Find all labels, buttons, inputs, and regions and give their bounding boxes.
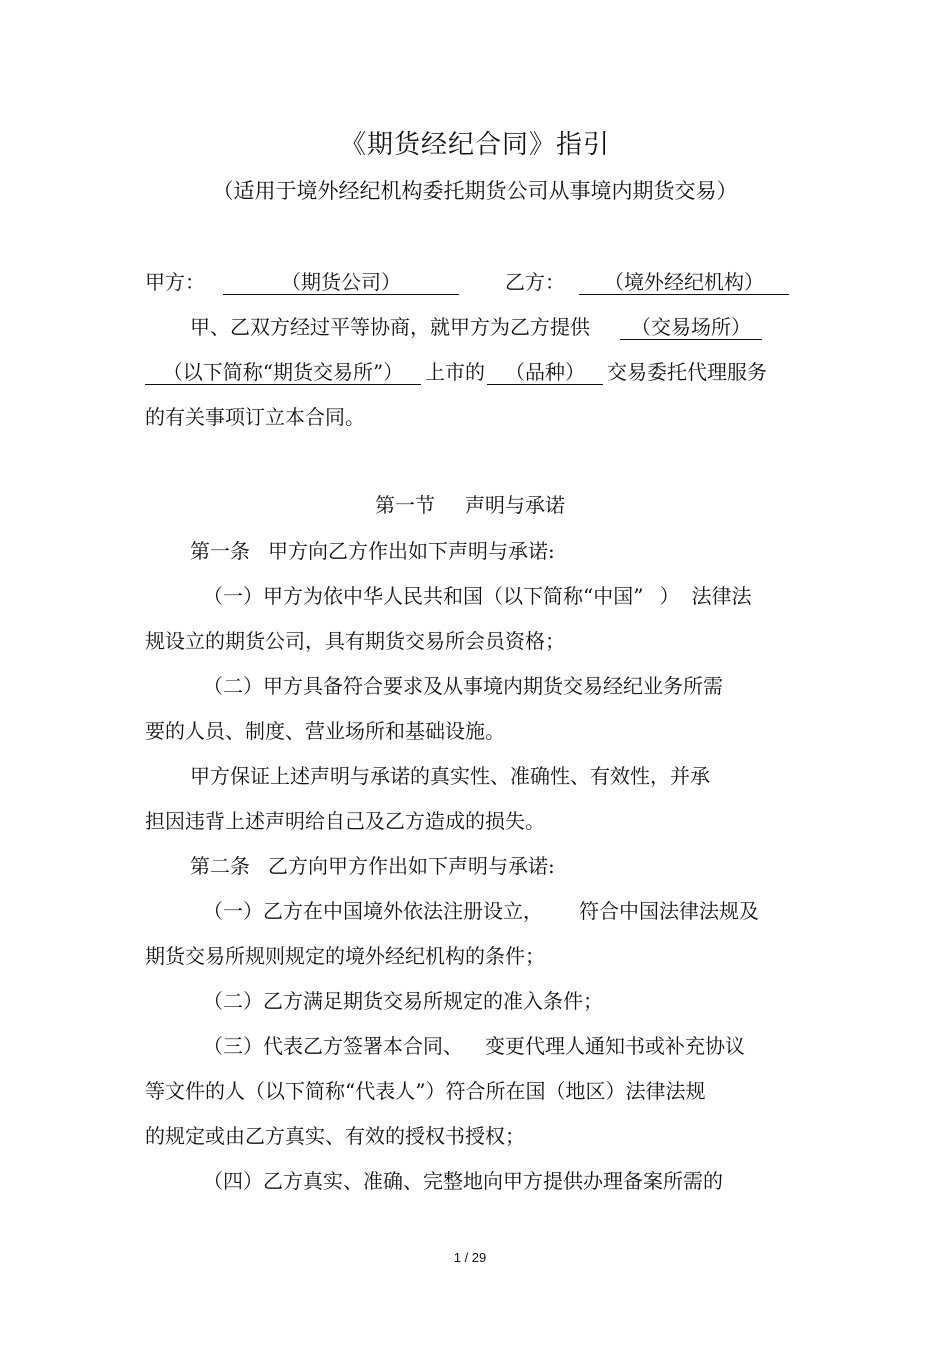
article-1-item-2-line-1: （二）甲方具备符合要求及从事境内期货交易经纪业务所需 [203, 674, 723, 698]
article-2-item-1-text-a: （一）乙方在中国境外依法注册设立， [203, 899, 543, 923]
article-2-item-3-line-2: 等文件的人（以下简称“代表人”）符合所在国（地区）法律法规 [145, 1079, 706, 1103]
article-1-item-2-line-2: 要的人员、制度、营业场所和基础设施。 [145, 719, 505, 743]
document-subtitle: （适用于境外经纪机构委托期货公司从事境内期货交易） [212, 179, 738, 203]
article-2-item-3-text-a: （三）代表乙方签署本合同、 [203, 1034, 463, 1058]
party-b-label: 乙方： [505, 270, 565, 294]
article-1-item-1-text-c: 法律法 [691, 584, 752, 608]
intro-line-1 [190, 313, 762, 341]
article-1-item-1-text-a: （一）甲方为依中华人民共和国（以下简称“中国” [203, 584, 644, 608]
intro-listed-text: 上市的 [425, 360, 485, 384]
exchange-abbrev-blank: （以下简称“期货交易所”） [145, 360, 421, 385]
article-2-item-3-line-1 [203, 1032, 745, 1060]
article-1-heading [190, 537, 555, 565]
article-1-item-1-line-1 [203, 582, 751, 610]
page-number: 1 / 29 [453, 1250, 487, 1265]
party-a-label: 甲方： [145, 270, 205, 294]
exchange-blank: （交易场所） [620, 315, 762, 340]
article-2-item-2-line-1: （二）乙方满足期货交易所规定的准入条件； [203, 989, 603, 1013]
article-2-number: 第二条 [190, 854, 250, 878]
variety-blank: （品种） [487, 360, 603, 385]
party-a-blank: （期货公司） [223, 270, 459, 295]
section-name: 声明与承诺 [465, 493, 565, 517]
document-title: 《期货经纪合同》指引 [339, 130, 610, 160]
article-2-item-4-line-1: （四）乙方真实、准确、完整地向甲方提供办理备案所需的 [203, 1169, 723, 1193]
article-1-item-1-line-2: 规设立的期货公司，具有期货交易所会员资格； [145, 629, 565, 653]
party-b-blank: （境外经纪机构） [579, 270, 789, 295]
party-a [145, 268, 459, 296]
article-2-heading [190, 852, 555, 880]
intro-line-2 [145, 358, 767, 386]
article-2-item-1-line-1 [203, 897, 759, 925]
intro-line-3: 的有关事项订立本合同。 [145, 405, 365, 429]
article-1-guarantee-line-2: 担因违背上述声明给自己及乙方造成的损失。 [145, 809, 545, 833]
article-2-item-3-text-b: 变更代理人通知书或补充协议 [485, 1034, 745, 1058]
article-1-number: 第一条 [190, 539, 250, 563]
article-1-guarantee-line-1: 甲方保证上述声明与承诺的真实性、准确性、有效性，并承 [190, 764, 710, 788]
section-number: 第一节 [375, 493, 435, 517]
party-b [505, 268, 789, 296]
article-2-item-1-line-2: 期货交易所规则规定的境外经纪机构的条件； [145, 944, 545, 968]
article-1-item-1-text-b: ） [659, 584, 680, 608]
article-2-item-1-text-b: 符合中国法律法规及 [579, 899, 759, 923]
article-1-title: 甲方向乙方作出如下声明与承诺: [268, 539, 555, 563]
section-heading [0, 491, 940, 519]
article-2-title: 乙方向甲方作出如下声明与承诺: [268, 854, 555, 878]
intro-text: 甲、乙双方经过平等协商，就甲方为乙方提供 [190, 315, 590, 339]
intro-service-text: 交易委托代理服务 [607, 360, 767, 384]
article-2-item-3-line-3: 的规定或由乙方真实、有效的授权书授权； [145, 1124, 525, 1148]
